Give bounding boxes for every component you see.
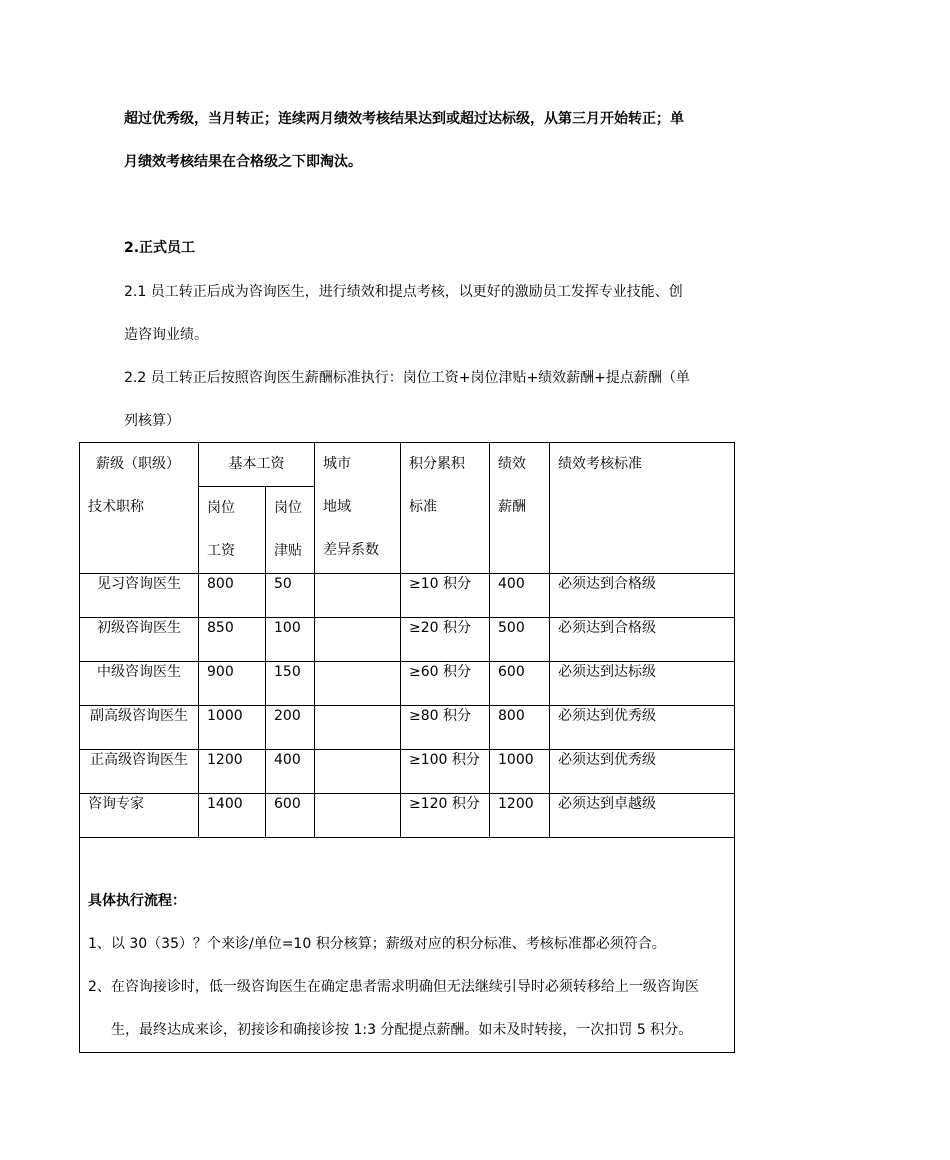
cell-performance-pay: 600 [490, 662, 550, 706]
cell-grade: 正高级咨询医生 [80, 750, 199, 794]
note-item: 2、在咨询接诊时，低一级咨询医生在确定患者需求明确但无法继续引导时必须转移给上一级咨询医生，最终达成来诊，初接诊和确接诊按 1:3 分配提点薪酬。如未及时转接，一次扣罚 5 积分。 [88, 979, 699, 1038]
header-base-salary: 基本工资 [199, 443, 315, 487]
header-criteria: 绩效考核标准 [550, 443, 735, 574]
cell-city [315, 574, 401, 618]
cell-criteria: 必须达到卓越级 [550, 794, 735, 838]
section-title: 2.正式员工 [124, 240, 196, 256]
cell-post-allowance: 50 [266, 574, 315, 618]
notes-title: 具体执行流程： [88, 893, 186, 909]
cell-performance-pay: 1200 [490, 794, 550, 838]
cell-post-allowance: 150 [266, 662, 315, 706]
cell-post-wage: 1200 [199, 750, 266, 794]
cell-grade: 中级咨询医生 [80, 662, 199, 706]
cell-post-wage: 1400 [199, 794, 266, 838]
cell-performance-pay: 800 [490, 706, 550, 750]
cell-points: ≥100 积分 [401, 750, 490, 794]
cell-criteria: 必须达到达标级 [550, 662, 735, 706]
cell-points: ≥60 积分 [401, 662, 490, 706]
header-performance-pay: 绩效 薪酬 [490, 443, 550, 574]
cell-criteria: 必须达到合格级 [550, 618, 735, 662]
cell-post-wage: 800 [199, 574, 266, 618]
cell-points: ≥20 积分 [401, 618, 490, 662]
cell-city [315, 618, 401, 662]
paragraph-line: 列核算） [124, 413, 180, 429]
table-row [80, 618, 735, 662]
cell-grade: 副高级咨询医生 [80, 706, 199, 750]
cell-performance-pay: 400 [490, 574, 550, 618]
cell-city [315, 794, 401, 838]
header-grade: 薪级（职级） 技术职称 [80, 443, 199, 574]
cell-grade: 初级咨询医生 [80, 618, 199, 662]
cell-points: ≥120 积分 [401, 794, 490, 838]
paragraph-line: 超过优秀级，当月转正；连续两月绩效考核结果达到或超过达标级，从第三月开始转正；单 [124, 111, 684, 127]
notes-cell [80, 838, 735, 1053]
header-post-wage: 岗位 工资 [199, 487, 266, 574]
cell-performance-pay: 1000 [490, 750, 550, 794]
header-city-coefficient: 城市 地域 差异系数 [315, 443, 401, 574]
cell-post-allowance: 100 [266, 618, 315, 662]
header-post-allowance: 岗位 津贴 [266, 487, 315, 574]
cell-criteria: 必须达到优秀级 [550, 706, 735, 750]
cell-criteria: 必须达到优秀级 [550, 750, 735, 794]
cell-post-wage: 900 [199, 662, 266, 706]
cell-post-wage: 850 [199, 618, 266, 662]
table-row [80, 706, 735, 750]
cell-criteria: 必须达到合格级 [550, 574, 735, 618]
cell-city [315, 662, 401, 706]
cell-post-allowance: 600 [266, 794, 315, 838]
cell-points: ≥80 积分 [401, 706, 490, 750]
cell-grade: 咨询专家 [80, 794, 199, 838]
cell-grade: 见习咨询医生 [80, 574, 199, 618]
paragraph-line: 2.2 员工转正后按照咨询医生薪酬标准执行：岗位工资+岗位津贴+绩效薪酬+提点薪酬（单 [124, 370, 690, 386]
paragraph-line: 月绩效考核结果在合格级之下即淘汰。 [124, 154, 362, 170]
cell-post-wage: 1000 [199, 706, 266, 750]
table-row [80, 574, 735, 618]
cell-post-allowance: 400 [266, 750, 315, 794]
table-row [80, 750, 735, 794]
header-points-standard: 积分累积 标准 [401, 443, 490, 574]
paragraph-line: 2.1 员工转正后成为咨询医生，进行绩效和提点考核，以更好的激励员工发挥专业技能、创 [124, 284, 683, 300]
paragraph-line: 造咨询业绩。 [124, 327, 208, 343]
table-row [80, 794, 735, 838]
table-row [80, 662, 735, 706]
cell-city [315, 750, 401, 794]
note-item: 1、以 30（35）？个来诊/单位=10 积分核算；薪级对应的积分标准、考核标准都必须符合。 [88, 936, 666, 952]
cell-points: ≥10 积分 [401, 574, 490, 618]
cell-post-allowance: 200 [266, 706, 315, 750]
cell-performance-pay: 500 [490, 618, 550, 662]
salary-table [79, 442, 735, 1053]
cell-city [315, 706, 401, 750]
